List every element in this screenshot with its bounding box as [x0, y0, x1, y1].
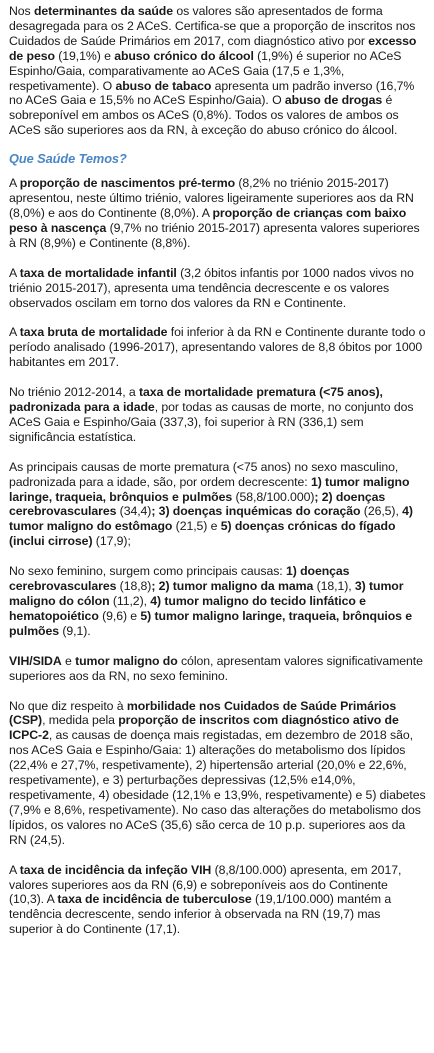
bold-text: 1) doenças cerebrovasculares — [9, 564, 350, 594]
text-run: (3,2 óbitos infantis por 1000 nados vivos no triénio 2015-2017), apresenta uma tendência decrescente e os valores observados oscilam em torno dos valores da RN e Continente. — [9, 265, 414, 310]
text-run: é sobreponível em ambos os ACeS (0,8%). Todos os valores de ambos os ACeS são superiores aos da RN, à exceção do abuso crónico do álcool. — [9, 93, 399, 138]
paragraph-mortalidade-infantil — [9, 266, 426, 311]
text-run: (58,8/100.000) — [232, 489, 315, 504]
text-run: No que diz respeito à — [9, 698, 127, 713]
bold-text: morbilidade nos Cuidados de Saúde Primários (CSP) — [9, 698, 397, 728]
bold-text: proporção de nascimentos pré-termo — [19, 176, 236, 191]
bold-text: abuso de drogas — [284, 93, 383, 108]
bold-text: ; 2) doenças cerebrovasculares — [9, 489, 386, 519]
text-run: (19,1/100.000) mantém a tendência decrescente, sendo inferior à observada na RN (19,7) mas superior à do Continente (17,1). — [9, 892, 392, 937]
text-run: No triénio 2012-2014, a — [9, 385, 140, 400]
text-run: apresenta um padrão inverso (16,7% no ACeS Gaia e 15,5% no ACeS Espinho/Gaia). O — [9, 78, 415, 108]
bold-text: 3) tumor maligno do cólon — [9, 579, 404, 608]
paragraph-determinantes — [9, 4, 426, 138]
text-run: A — [9, 265, 20, 280]
text-run: (34,4) — [116, 504, 152, 519]
bold-text: 5) doenças crónicas do fígado (inclui cirrose) — [9, 519, 396, 549]
bold-text: abuso crónico do álcool — [114, 48, 254, 63]
bold-text: proporção de crianças com baixo peso à nascença — [9, 205, 407, 235]
text-run: os valores são apresentados de forma desagregada para os 2 ACeS. Certifica-se que a proporção de inscritos nos Cuidados de Saúde Primários em 2017, com diagnóstico ativo por — [9, 4, 416, 48]
bold-text: proporção de inscritos com diagnóstico ativo de ICPC-2 — [9, 713, 399, 743]
text-run: , as causas de doença mais registadas, em dezembro de 2018 são, nos ACeS Gaia e Espinho/Gaia: 1) alterações do metabolismo dos lípidos (22,4% e 27,7%, respetivamente), 2) hipertensão arterial (20,0% e 22,6%, respetivamente), e 3) perturbações depressivas (12,5% e14,0%, respetivamente, 4) obesidade (12,1% e 13,9%, respetivamente) e 5) diabetes (7,9% e 8,6%, respetivamente). No caso das alterações do metabolismo dos lípidos, os valores no ACeS (35,6) são cerca de 10 p.p. superiores aos da RN (24,5). — [9, 728, 426, 847]
paragraph-morbilidade-csp — [9, 699, 426, 848]
text-run: e — [61, 653, 76, 668]
bold-text: 1) tumor maligno laringe, traqueia, brônquios e pulmões — [9, 474, 410, 504]
text-run: (26,5), — [360, 504, 403, 519]
text-run: (21,5) e — [172, 519, 221, 534]
text-run: (9,7% no triénio 2015-2017) apresenta valores superiores à RN (8,9%) e Continente (8,8%). — [9, 220, 420, 250]
text-run: No sexo feminino, surgem como principais causas: — [9, 564, 286, 579]
text-run: A — [9, 325, 20, 340]
text-run: (1,9%) é superior no ACeS Espinho/Gaia, comparativamente ao ACeS Gaia (17,5 e 1,3%, respetivamente). O — [9, 48, 402, 93]
paragraph-nascimentos — [9, 176, 426, 251]
text-run: (18,1), — [313, 579, 355, 594]
text-run: foi inferior à da RN e Continente durante todo o período analisado (1996-2017), apresentando valores de 8,8 óbitos por 1000 habitantes em 2017. — [9, 325, 426, 370]
paragraph-incidencia — [9, 863, 426, 938]
bold-text: excesso de peso — [9, 33, 417, 63]
bold-text: taxa de mortalidade prematura (<75 anos), padronizada para a idade — [9, 385, 383, 415]
paragraph-vih-sida — [9, 654, 426, 684]
text-run: (18,8) — [116, 579, 152, 594]
text-run: cólon, apresentam valores significativamente superiores aos da RN, no sexo feminino. — [9, 653, 423, 683]
text-run: (17,9); — [92, 534, 131, 549]
bold-text: determinantes da saúde — [33, 4, 173, 18]
text-run: (8,8/100.000) apresenta, em 2017, valores superiores aos da RN (6,9) e sobreponíveis aos do Continente (10,3). A — [9, 862, 402, 907]
text-run: (9,1). — [59, 623, 91, 638]
text-run: (9,6) e — [98, 608, 141, 623]
text-run: (19,1%) e — [54, 48, 115, 63]
bold-text: taxa de mortalidade infantil — [19, 265, 177, 280]
text-run: A — [9, 862, 20, 877]
text-run: (11,2), — [109, 594, 151, 608]
bold-text: VIH/SIDA — [9, 653, 62, 668]
text-run: , por todas as causas de morte, no conjunto dos ACeS Gaia e Espinho/Gaia (337,3), foi superior à RN (336,1) sem significância estatística. — [9, 400, 414, 444]
paragraph-causas-masculino — [9, 460, 426, 549]
bold-text: ; 2) tumor maligno da mama — [151, 579, 314, 594]
bold-text: tumor maligno do — [75, 653, 178, 668]
paragraph-causas-feminino — [9, 564, 426, 639]
bold-text: taxa bruta de mortalidade — [19, 325, 168, 340]
text-run: A — [9, 176, 20, 191]
bold-text: ; 3) doenças inquémicas do coração — [151, 504, 361, 519]
text-run: , medida pela — [42, 713, 119, 728]
text-run: (8,2% no triénio 2015-2017) apresentou, neste último triénio, valores ligeiramente superiores aos da RN (8,0%) e aos do Continente (8,0%). A — [9, 176, 414, 220]
bold-text: 5) tumor maligno laringe, traqueia, brônquios e pulmões — [9, 608, 412, 638]
bold-text: taxa de incidência da infeção VIH — [19, 862, 212, 877]
bold-text: 4) tumor maligno do estômago — [9, 504, 413, 534]
bold-text: abuso de tabaco — [115, 78, 212, 93]
paragraph-mortalidade-bruta — [9, 325, 426, 370]
bold-text: taxa de incidência de tuberculose — [57, 892, 252, 907]
text-run: As principais causas de morte prematura (<75 anos) no sexo masculino, padronizada para a idade, são, por ordem decrescente: — [9, 459, 399, 489]
paragraph-mortalidade-prematura — [9, 385, 426, 445]
text-run: Nos — [9, 4, 34, 18]
bold-text: 4) tumor maligno do tecido linfático e hematopoiético — [9, 594, 366, 623]
section-title: Que Saúde Temos? — [9, 151, 127, 167]
